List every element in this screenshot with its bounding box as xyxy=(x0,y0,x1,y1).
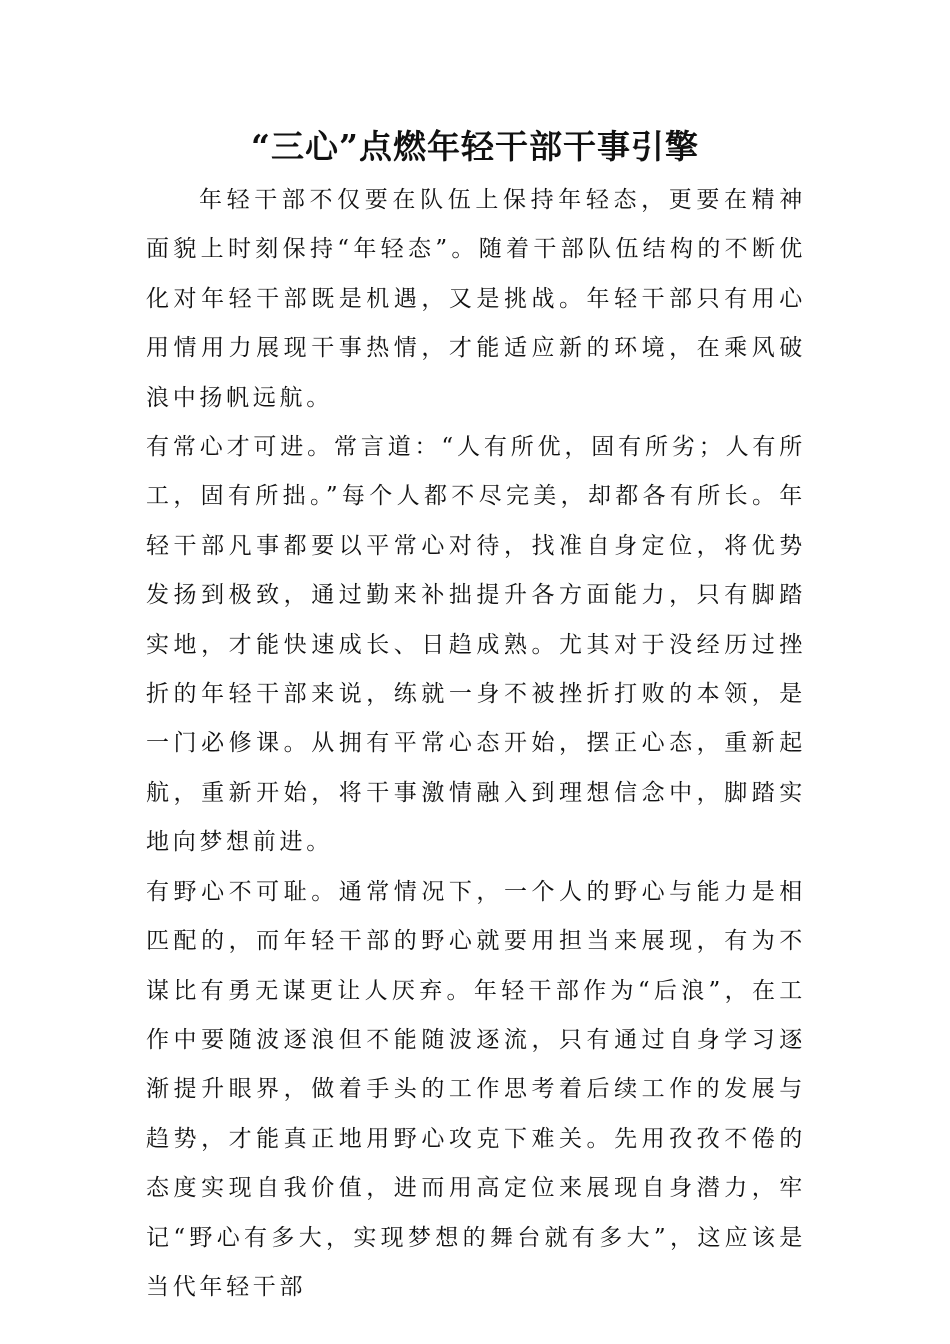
paragraph-ordinary-heart: 有常心才可进。常言道：“人有所优，固有所劣；人有所工，固有所拙。”每个人都不尽完美，却都各有所长。年轻干部凡事都要以平常心对待，找准自身定位，将优势发扬到极致，通过勤来补拙提升各方面能力，只有脚踏实地，才能快速成长、日趋成熟。尤其对于没经历过挫折的年轻干部来说，练就一身不被挫折打败的本领，是一门必修课。从拥有平常心态开始，摆正心态，重新起航，重新开始，将干事激情融入到理想信念中，脚踏实地向梦想前进。 xyxy=(146,434,806,856)
document-body xyxy=(146,176,806,1312)
paragraph-intro: 年轻干部不仅要在队伍上保持年轻态，更要在精神面貌上时刻保持“年轻态”。随着干部队伍结构的不断优化对年轻干部既是机遇，又是挑战。年轻干部只有用心用情用力展现干事热情，才能适应新的环境，在乘风破浪中扬帆远航。 xyxy=(146,187,806,411)
paragraph-ambition: 有野心不可耻。通常情况下，一个人的野心与能力是相匹配的，而年轻干部的野心就要用担当来展现，有为不谋比有勇无谋更让人厌弃。年轻干部作为“后浪”，在工作中要随波逐浪但不能随波逐流，只有通过自身学习逐渐提升眼界，做着手头的工作思考着后续工作的发展与趋势，才能真正地用野心攻克下难关。先用孜孜不倦的态度实现自我价值，进而用高定位来展现自身潜力，牢记“野心有多大，实现梦想的舞台就有多大”，这应该是当代年轻干部 xyxy=(146,878,806,1300)
document-title: “三心”点燃年轻干部干事引擎 xyxy=(251,127,699,166)
